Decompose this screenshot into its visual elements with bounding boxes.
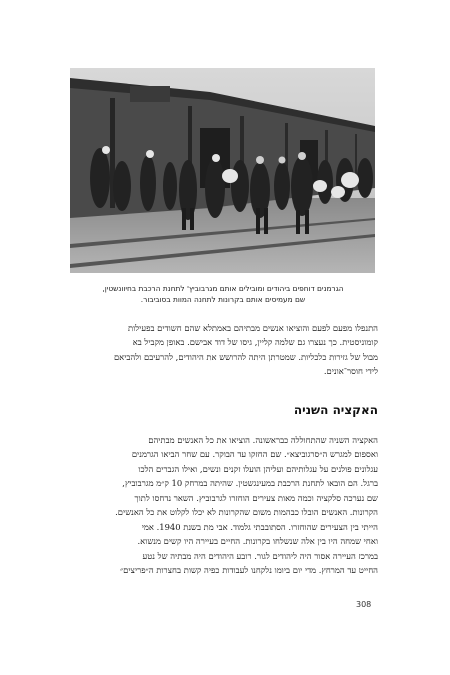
page-number: 308 xyxy=(356,600,372,609)
text-line: האקציה השניה שהתחוללה כבראשונה. הוציאו את כל האנשים מבתיהם xyxy=(148,435,378,445)
text-line: הייתי בין הצעירים שהוחזרו. הסתובבתי גלמוד. אבי מת בשנת 1940. אמי xyxy=(141,522,378,532)
paragraph-returned-youths xyxy=(72,520,378,578)
text-line: במרכז העיירה אסור היה ליהודים לגור. רובע היהודים היה מבתיה של נטע xyxy=(142,550,378,561)
photograph-icon xyxy=(70,68,375,273)
photo-caption xyxy=(72,283,374,305)
text-line: הקרונות. האנשים הובלו כבהמות משום שהקרונות לא יכלו לקלוט את כל האנשים. xyxy=(115,507,378,518)
text-line: התנפלו מפעם לפעם והוציאו אנשים מבתיהם באמתלא שהם חשודים בפעילות xyxy=(127,323,378,333)
section-heading: האקציה השניה xyxy=(293,403,378,417)
text-line: ברגל. הם הובאו לתחנת הרכבת במעינגשטין. שהיתה במרחק 10 ק״מ מגרבוביץ, xyxy=(122,478,378,489)
text-line: מבול של גזירות כלכליות. שמטרתן היתה להרושש את היהודים, להרעיבם ולהביאם xyxy=(113,351,378,362)
text-line: עגלונים פולנים על עגלותיהם ועליהן הועלו זקנים ונשים, ואילו הגברים הלכו xyxy=(138,463,378,474)
paragraph-second-action xyxy=(72,433,378,519)
text-line: החייט עד המרחץ. מדי יום ביומו נלקחנו לעבודות כפיה קשות בחצרות ה״פריצים״ xyxy=(119,565,378,576)
deportation-photograph xyxy=(70,68,375,273)
caption-line: שם מעמיסים אותם בקרונות לתחנה המוות בסוביבור. xyxy=(140,295,306,304)
paragraph-intro xyxy=(72,321,378,379)
text-line: לידי חוסר־אונים. xyxy=(323,366,378,377)
caption-line: הגרמנים דוחפים ביהודים ומובילים אותם מגרבוביץ' לתחנת הרכבת בחיוונשטין, xyxy=(102,284,344,293)
text-line: שם נערכה סלקציה וכמה מאות צעירים הוחזרו לגרבוביץ. השאר נדחסו לתוך xyxy=(134,492,378,503)
text-line: ואספום למגרש ה״סרגוביצא״. שם החזקו עד הבוקר. עם שחר הביאו הגרמנים xyxy=(131,449,378,460)
text-line: ואחי שמחה היו בין אלה שנשלחו בקרונות. החיים בעיירה היו קשים מנשוא. xyxy=(137,536,378,547)
text-line: קומוניסטית. כך נעצרו גם שלמה קליין, גיסו של דוד אבישם. באופן מקביל בא xyxy=(132,337,378,348)
